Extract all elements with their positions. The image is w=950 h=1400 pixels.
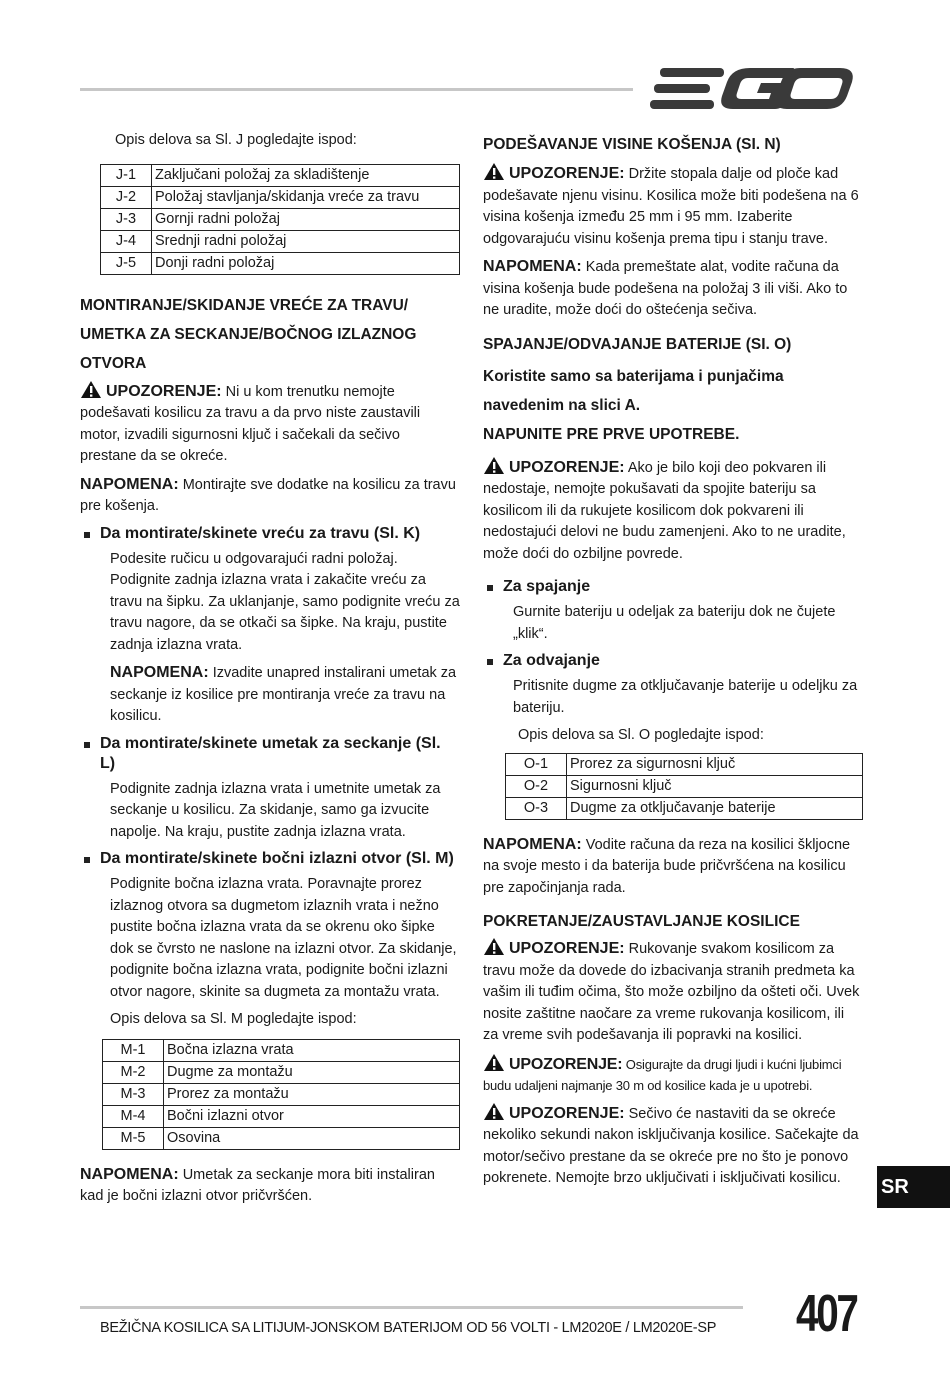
part-code: M-3 bbox=[103, 1083, 164, 1105]
part-code: J-5 bbox=[101, 252, 152, 274]
left-column bbox=[80, 130, 460, 1214]
table-row bbox=[506, 775, 863, 797]
part-description: Dugme za otključavanje baterije bbox=[567, 797, 863, 819]
table-row bbox=[101, 164, 460, 186]
warning-icon bbox=[483, 162, 505, 181]
part-code: M-1 bbox=[103, 1039, 164, 1061]
part-description: Srednji radni položaj bbox=[152, 230, 460, 252]
part-description: Bočni izlazni otvor bbox=[164, 1105, 460, 1127]
part-description: Položaj stavljanja/skidanja vreće za travu bbox=[152, 186, 460, 208]
part-code: O-1 bbox=[506, 753, 567, 775]
part-code: M-4 bbox=[103, 1105, 164, 1127]
heading-charge-first: NAPUNITE PRE PRVE UPOTREBE. bbox=[483, 425, 740, 443]
warning-icon bbox=[80, 380, 102, 399]
table-row bbox=[101, 208, 460, 230]
part-description: Prorez za sigurnosni ključ bbox=[567, 753, 863, 775]
right-column bbox=[483, 130, 863, 1196]
warning-damaged-parts: UPOZORENJE: Ako je bilo koji deo pokvaren ili nedostaje, nemojte pokušavati da spojite bateriju sa kosilicom ili da rukujete kosilicom dok pokvareni ili nedostajući delovi ne budu zamenjeni. Ako to ne uradite, može doći do ozbiljne povrede. bbox=[483, 456, 863, 566]
heading-start-stop: POKRETANJE/ZAUSTAVLJANJE KOSILICE bbox=[483, 913, 800, 930]
part-description: Dugme za montažu bbox=[164, 1061, 460, 1083]
part-code: J-2 bbox=[101, 186, 152, 208]
bullet-connect: Za spajanje bbox=[483, 577, 863, 597]
parts-table-m bbox=[102, 1039, 460, 1150]
intro-table-j: Opis delova sa Sl. J pogledajte ispod: bbox=[115, 132, 357, 148]
note-battery-latch: NAPOMENA: Vodite računa da reza na kosilici škljocne na svoje mesto i da baterija bude pričvršćena na kosilicu pre započinjanja rada. bbox=[483, 835, 851, 896]
part-code: J-3 bbox=[101, 208, 152, 230]
part-code: J-4 bbox=[101, 230, 152, 252]
warning-eye-protection: UPOZORENJE: Rukovanje svakom kosilicom za travu može da dovede do izbacivanja stranih predmeta ka vašim ili tuđim očima, što može ozbiljno da ošteti oči. Uvek nosite zaštitne naočare za vreme rukovanja kosilicom, ili za vreme svih podešavanja ili popravki na kosilici. bbox=[483, 937, 863, 1047]
table-row bbox=[103, 1061, 460, 1083]
part-description: Bočna izlazna vrata bbox=[164, 1039, 460, 1061]
part-description: Sigurnosni ključ bbox=[567, 775, 863, 797]
note-mount: NAPOMENA: Montirajte sve dodatke na kosilicu za travu pre košenja. bbox=[80, 475, 456, 514]
grass-bag-note: NAPOMENA: Izvadite unapred instalirani umetak za seckanje iz kosilice pre montiranja vreće za travu na kosilicu. bbox=[110, 664, 457, 724]
warning-distance: UPOZORENJE: Osigurajte da drugi ljudi i kućni ljubimci budu udaljeni najmanje 30 m od kosilice kada je u upotrebi. bbox=[483, 1053, 863, 1096]
bullet-mulch-plug: Da montirate/skinete umetak za seckanje (Sl. L) bbox=[80, 734, 460, 774]
bullet-grass-bag: Da montirate/skinete vreću za travu (Sl. K) bbox=[80, 524, 460, 544]
battery-subheading: Koristite samo sa baterijama i punjačima navedenim na slici A. bbox=[483, 367, 784, 414]
warning-mount: UPOZORENJE: Ni u kom trenutku nemojte podešavati kosilicu za travu a da prvo niste zaustavili motor, izvadili sigurnosni ključ i sačekali da sečivo prestane da se okreće. bbox=[80, 380, 460, 468]
header-rule bbox=[80, 88, 633, 91]
warning-icon bbox=[483, 937, 505, 956]
note-cutting-height: NAPOMENA: Kada premeštate alat, vodite računa da visina košenja bude podešena na položaj 3 ili viši. Ako to ne uradite, može doći do oštećenja sečiva. bbox=[483, 258, 848, 318]
table-row bbox=[103, 1105, 460, 1127]
table-row bbox=[103, 1127, 460, 1149]
part-code: M-2 bbox=[103, 1061, 164, 1083]
footer-title: BEŽIČNA KOSILICA SA LITIJUM-JONSKOM BATERIJOM OD 56 VOLTI - LM2020E / LM2020E-SP bbox=[100, 1320, 717, 1336]
note-mulch-installed: NAPOMENA: Umetak za seckanje mora biti instaliran kad je bočni izlazni otvor pričvršćen. bbox=[80, 1165, 435, 1204]
language-tab: SR bbox=[877, 1166, 950, 1208]
table-row bbox=[101, 230, 460, 252]
page-number: 407 bbox=[796, 1285, 857, 1343]
grass-bag-text: Podesite ručicu u odgovarajući radni položaj. Podignite zadnja izlazna vrata i zakačite vreću za travu na šipku. Za uklanjanje, samo podignite vreću za travu nagore, da se otkači sa šipke. Na kraju, pustite zadnja izlazna vrata. bbox=[110, 550, 460, 653]
warning-icon bbox=[483, 456, 505, 475]
table-row bbox=[103, 1039, 460, 1061]
table-row bbox=[101, 186, 460, 208]
ego-logo bbox=[650, 62, 862, 114]
table-row bbox=[506, 753, 863, 775]
warning-icon bbox=[483, 1102, 505, 1121]
intro-table-o: Opis delova sa Sl. O pogledajte ispod: bbox=[518, 727, 764, 743]
heading-cutting-height: PODEŠAVANJE VISINE KOŠENJA (SI. N) bbox=[483, 136, 781, 153]
table-row bbox=[506, 797, 863, 819]
part-code: J-1 bbox=[101, 164, 152, 186]
part-description: Prorez za montažu bbox=[164, 1083, 460, 1105]
parts-table-o bbox=[505, 753, 863, 820]
part-code: O-2 bbox=[506, 775, 567, 797]
heading-battery: SPAJANJE/ODVAJANJE BATERIJE (SI. O) bbox=[483, 335, 792, 353]
table-row bbox=[103, 1083, 460, 1105]
side-discharge-text: Podignite bočna izlazna vrata. Poravnajte prorez izlaznog otvora sa dugmetom izlaznih vrata i nežno pustite bočna izlazna vrata da se okrenu oko šipke dok se čvrsto ne naslone na izlazni otvor. Za skidanje, podignite bočna izlazna vrata, podignite bočni izlazni otvor nagore, skinite sa dugmeta za montažu vrata. bbox=[110, 876, 457, 1000]
connect-text: Gurnite bateriju u odeljak za bateriju dok ne čujete „klik“. bbox=[513, 604, 836, 642]
intro-table-m: Opis delova sa Sl. M pogledajte ispod: bbox=[110, 1011, 357, 1027]
parts-table-j bbox=[100, 164, 460, 275]
heading-mount-accessories: MONTIRANJE/SKIDANJE VREĆE ZA TRAVU/ UMETKA ZA SECKANJE/BOČNOG IZLAZNOG OTVORA bbox=[80, 296, 417, 372]
part-description: Zaključani položaj za skladištenje bbox=[152, 164, 460, 186]
part-description: Gornji radni položaj bbox=[152, 208, 460, 230]
bullet-side-discharge: Da montirate/skinete bočni izlazni otvor (Sl. M) bbox=[80, 849, 460, 869]
disconnect-text: Pritisnite dugme za otključavanje baterije u odeljku za bateriju. bbox=[513, 678, 858, 716]
footer-rule bbox=[80, 1306, 743, 1309]
part-description: Donji radni položaj bbox=[152, 252, 460, 274]
part-code: M-5 bbox=[103, 1127, 164, 1149]
warning-cutting-height: UPOZORENJE: Držite stopala dalje od ploče kad podešavate njenu visinu. Kosilica može biti podešena na 6 visina košenja između 25 mm i 95 mm. Izaberite odgovarajuću visinu košenja prema tipu i stanju trave. bbox=[483, 162, 863, 250]
warning-icon bbox=[483, 1053, 505, 1072]
warning-blade-coast: UPOZORENJE: Sečivo će nastaviti da se okreće nekoliko sekundi nakon isključivanja kosilice. Sačekajte da motor/sečivo prestane da se okreće pre no što je ponovo pokrenete. Nemojte brzo uključivati i isključivati kosilicu. bbox=[483, 1102, 863, 1190]
mulch-plug-text: Podignite zadnja izlazna vrata i umetnite umetak za seckanje u kosilicu. Za skidanje, samo ga izvucite napolje. Na kraju, pustite zadnja izlazna vrata. bbox=[110, 780, 441, 840]
bullet-disconnect: Za odvajanje bbox=[483, 651, 863, 671]
part-description: Osovina bbox=[164, 1127, 460, 1149]
part-code: O-3 bbox=[506, 797, 567, 819]
table-row bbox=[101, 252, 460, 274]
